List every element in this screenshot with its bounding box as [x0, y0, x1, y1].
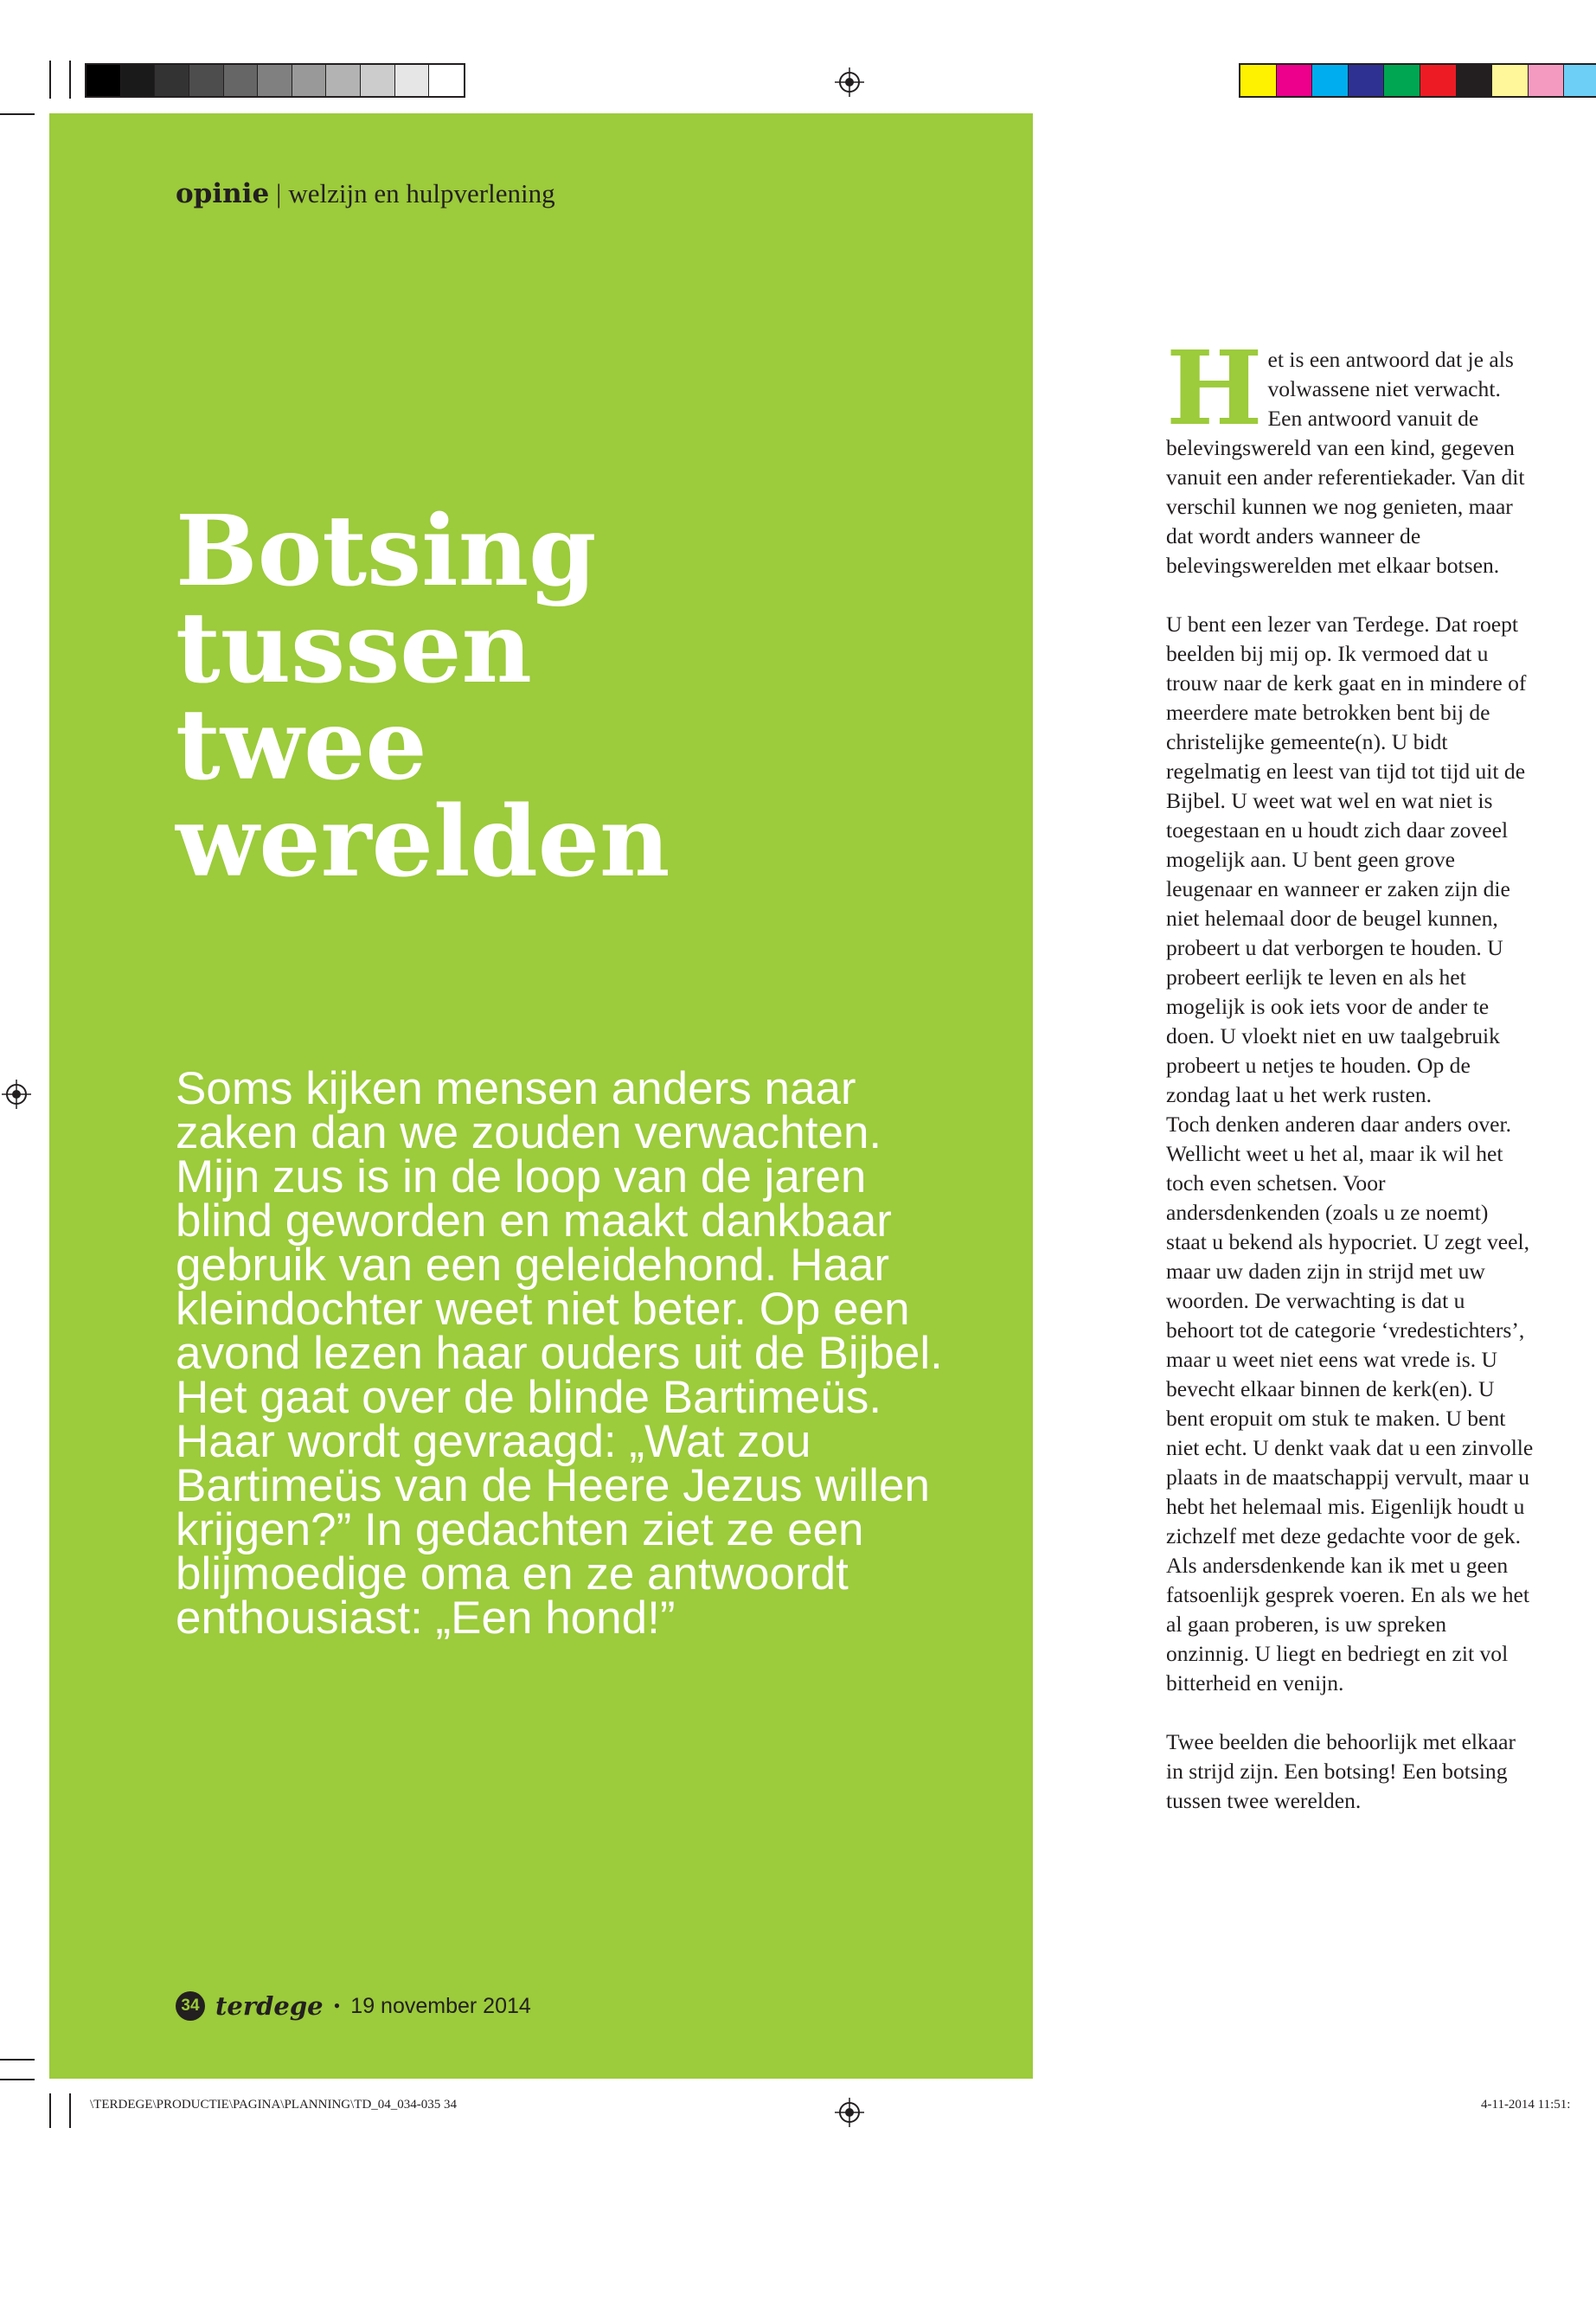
grayscale-color-bar	[85, 63, 465, 98]
color-swatch	[258, 65, 292, 96]
color-swatch	[155, 65, 189, 96]
crop-mark	[49, 61, 51, 99]
color-swatch	[395, 65, 430, 96]
color-swatch	[326, 65, 361, 96]
color-swatch	[1529, 65, 1565, 96]
section-header	[176, 178, 555, 209]
registration-mark-icon	[835, 67, 864, 97]
color-swatch	[1277, 65, 1313, 96]
color-swatch	[189, 65, 224, 96]
article-paragraph-text: et is een antwoord dat je als volwassene niet verwacht. Een antwoord vanuit de belevingswereld van een kind, gegeven vanuit een ander referentiekader. Van dit verschil kunnen we nog genieten, maar dat wordt anders wanneer de belevingswerelden met elkaar botsen.	[1166, 347, 1525, 578]
headline-line: twee	[176, 689, 427, 802]
article-paragraph: U bent een lezer van Terdege. Dat roept beelden bij mij op. Ik vermoed dat u trouw naar de kerk gaat en in mindere of meerdere mate betrokken bent bij de christelijke gemeente(n). U bidt regelmatig en leest van tijd tot tijd uit de Bijbel. U weet wat wel en wat niet is toegestaan en u houdt zich daar zoveel mogelijk aan. U bent geen grove leugenaar en wanneer er zaken zijn die niet helemaal door de beugel kunnen, probeert u dat verborgen te houden. U probeert eerlijk te leven en als het mogelijk is ook iets voor de ander te doen. U vloekt niet en uw taalgebruik probeert u netjes te houden. Op de zondag laat u het werk rusten.	[1166, 612, 1527, 1107]
crop-mark	[69, 61, 71, 99]
brand-logo: terdege	[215, 1991, 324, 2021]
drop-cap: H	[1166, 328, 1263, 448]
article-paragraph	[1166, 328, 1534, 580]
crop-mark	[0, 2079, 35, 2080]
color-swatch	[87, 65, 121, 96]
issue-date: 19 november 2014	[350, 1993, 531, 2018]
color-swatch	[1384, 65, 1420, 96]
footer-bullet: •	[333, 1995, 341, 2016]
color-swatch	[1564, 65, 1596, 96]
article-paragraph: Toch denken anderen daar anders over. Wellicht weet u het al, maar ik wil het toch even schetsen. Voor andersdenkenden (zoals u ze noemt) staat u bekend als hypocriet. U zegt veel, maar uw daden zijn in strijd met uw woorden. De verwachting is dat u behoort tot de categorie ‘vredestichters’, maar u weet niet eens wat vrede is. U bevecht elkaar binnen de kerk(en). U bent eropuit om stuk te maken. U bent niet echt. U denkt vaak dat u een zinvolle plaats in de maatschappij vervult, maar u hebt het helemaal mis. Eigenlijk houdt u zichzelf met deze gedachte voor de gek. Als andersdenkende kan ik met u geen fatsoenlijk gesprek voeren. En als we het al gaan proberen, is uw spreken onzinnig. U liegt en bedriegt en zit vol bitterheid en venijn.	[1166, 1112, 1534, 1695]
slug-timestamp: 4-11-2014 11:51:	[1481, 2098, 1571, 2112]
section-kicker: opinie	[176, 178, 270, 209]
registration-mark-icon	[835, 2098, 864, 2127]
crop-mark	[0, 113, 35, 115]
crop-mark	[0, 2059, 35, 2061]
headline	[176, 495, 833, 899]
process-color-bar	[1239, 63, 1596, 98]
color-swatch	[1312, 65, 1349, 96]
headline-line: tussen	[176, 592, 532, 705]
color-swatch	[1349, 65, 1385, 96]
color-swatch	[1457, 65, 1493, 96]
article-paragraph: Twee beelden die behoorlijk met elkaar in strijd zijn. Een botsing! Een botsing tussen twee werelden.	[1166, 1729, 1516, 1813]
crop-mark	[49, 2093, 51, 2128]
color-swatch	[429, 65, 464, 96]
headline-line: werelden	[176, 785, 670, 899]
article-column	[1166, 328, 1534, 1816]
section-category: welzijn en hulpverlening	[288, 178, 555, 208]
color-swatch	[224, 65, 259, 96]
color-swatch	[1492, 65, 1529, 96]
section-separator: |	[276, 178, 282, 208]
color-swatch	[361, 65, 395, 96]
color-swatch	[1240, 65, 1277, 96]
color-swatch	[121, 65, 156, 96]
intro-paragraph: Soms kijken mensen anders naar zaken dan we zouden verwachten. Mijn zus is in de loop van de jaren blind geworden en maakt dankbaar gebruik van een geleidehond. Haar kleindochter weet niet beter. Op een avond lezen haar ouders uit de Bijbel. Het gaat over de blinde Bartimeüs. Haar wordt gevraagd: „Wat zou Bartimeüs van de Heere Jezus willen krijgen?” In gedachten ziet ze een blijmoedige oma en ze antwoordt enthousiast: „Een hond!”	[176, 1063, 943, 1644]
registration-mark-icon	[2, 1080, 31, 1109]
color-swatch	[292, 65, 327, 96]
color-swatch	[1420, 65, 1457, 96]
page-number-badge: 34	[176, 1991, 205, 2021]
headline-line: Botsing	[176, 495, 597, 608]
page-footer	[176, 1991, 531, 2021]
crop-mark	[69, 2093, 71, 2128]
slug-file-path: \TERDEGE\PRODUCTIE\PAGINA\PLANNING\TD_04_034-035 34	[90, 2098, 458, 2112]
